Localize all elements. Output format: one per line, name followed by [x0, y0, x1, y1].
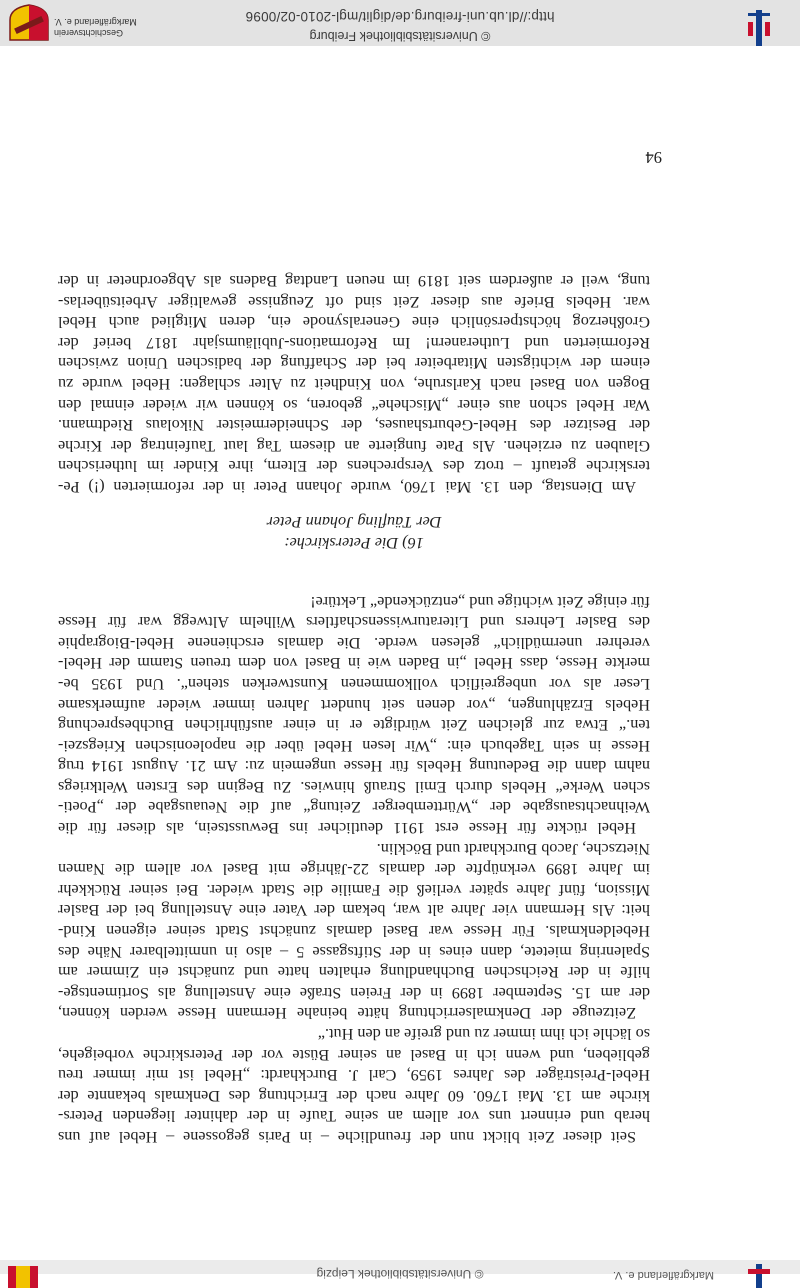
text-line: War Hebel schon aus einer „Mischehe“ geboren, so können wir wieder einmal den: [58, 395, 650, 414]
text-line: Zeitzeuge der Denkmalserrichtung hätte beinahe Hermann Hesse werden können,: [58, 1004, 636, 1023]
text-line: schen Werke“ Hebels durch Emil Strauß hinwies. Zu Beginn des Ersten Weltkriegs: [58, 777, 650, 796]
text-line: Leser als vor unbegreiflich vollkommenen Kunstwerken stehen“. Und 1935 be-: [58, 674, 650, 693]
footer-copyright: © Universitätsbibliothek Freiburg: [309, 29, 491, 43]
text-line: heit: Als Hermann vier Jahre alt war, bekam der Vater eine Anstellung bei der Basler: [58, 901, 650, 920]
text-line: geblieben, und wenn ich in Basel an seiner Büste vor der Peterskirche vorbeigehe,: [58, 1045, 650, 1064]
page-number: 94: [645, 148, 662, 167]
text-line: merkte Hesse, dass Hebel „in Baden wie in Basel von dem treuen Stamm der Hebel-: [58, 654, 650, 673]
previous-page-left-text: Markgräflerland e. V.: [612, 1269, 714, 1281]
paragraph-1: [58, 1023, 650, 1147]
geschichtsverein-coat-of-arms-icon: [8, 4, 50, 42]
text-line: Am Dienstag, den 13. Mai 1760, wurde Johann Peter in der reformierten (!) Pe-: [58, 477, 636, 496]
text-line: für einige Zeit wichtige und „entzückende“ Lektüre!: [310, 592, 650, 611]
previous-page-mid-text: © Universitätsbibliothek Leipzig: [316, 1267, 484, 1281]
society-name-line-2: Markgräflerland e. V.: [54, 17, 137, 27]
text-line: Hebels Erzählungen, „vor denen seit hundert Jahren immer wieder aufmerksame: [58, 695, 650, 714]
text-line: verehrer unermüdlich“ gelesen werde. Die damals erschienene Hebel-Biographie: [58, 633, 650, 652]
text-line: nahm dann die Bedeutung Hebels für Hesse ungemein zu: Am 21. August 1914 trug: [58, 757, 650, 776]
paragraph-3: [58, 591, 650, 838]
text-line: Hebel rückte für Hesse erst 1911 deutlicher ins Bewusstsein, als dieser für die: [58, 819, 636, 838]
text-line: Nietzsche, Jacob Burckhardt und Böcklin.: [376, 839, 650, 858]
text-line: Reformierten und Lutheranern! Im Reformations-Jubiläumsjahr 1817 berief der: [58, 333, 650, 352]
text-line: terskirche getauft – trotz des Versprechens der Eltern, ihre Kinder im lutherischen: [58, 457, 650, 476]
paragraph-4: [58, 270, 650, 497]
section-spacer: [58, 565, 650, 591]
text-line: Großherzog höchstpersönlich eine Generalsynode ein, deren Mitglied auch Hebel: [58, 313, 650, 332]
text-line: war. Hebels Briefe aus dieser Zeit sind oft Zeugnisse gewaltiger Arbeitsüberlas-: [58, 292, 650, 311]
body-text: [58, 270, 650, 1147]
section-heading-title: 16) Die Peterskirche:: [284, 533, 424, 552]
section-heading-subtitle: Der Täufling Johann Peter: [266, 512, 442, 531]
text-line: Bogen von Basel nach Karlsruhe, von Kindheit zu Alter schlagen: Hebel wurde zu: [58, 375, 650, 393]
society-name: [54, 16, 137, 38]
text-line: ten.“ Etwa zur gleichen Zeit würdigte er in einer ausführlichen Buchbesprechung: [58, 716, 650, 735]
previous-page-footer-strip: [0, 1260, 800, 1281]
text-line: des Basler Lehrers und Literaturwissenschaftlers Wilhelm Altwegg war für Hesse: [58, 613, 650, 632]
text-line: der Besitzer des Hebel-Geburtshauses, der Schneidermeister Nikolaus Riedtmann.: [58, 416, 650, 435]
text-line: Weihnachtsausgabe der „Württemberger Zeitung“ auf die Neuausgabe der „Poeti-: [58, 798, 650, 817]
paragraph-2: [58, 838, 650, 1023]
text-line: so lächle ich ihm immer zu und greife an den Hut.“: [317, 1025, 650, 1044]
coat-of-arms-partial-icon: [8, 1266, 38, 1288]
text-line: der am 15. September 1899 in der Freien Straße eine Anstellung als Sortimentsge-: [58, 983, 650, 1002]
footer-permalink[interactable]: http://dl.ub.uni-freiburg.de/diglit/mgl-2010-02/0096: [245, 9, 555, 24]
text-line: tung, weil er außerdem seit 1819 im neuen Landtag Badens als Abgeordneter in der: [58, 272, 650, 291]
text-line: Hebel-Preisträger des Jahres 1959, Carl J. Burckhardt: „Hebel ist mir immer treu: [58, 1066, 650, 1085]
text-line: Seit dieser Zeit blickt nun der freundliche – in Paris gegossene – Hebel auf uns: [58, 1128, 636, 1146]
society-name-line-1: Geschichtsverein: [54, 28, 124, 38]
text-line: Glauben zu erziehen. Als Pate fungierte an diesem Tag laut Taufeintrag der Kirche: [58, 436, 650, 455]
text-line: Hebeldenkmals. Für Hesse war Basel damals zunächst Stadt seiner eigenen Kind-: [58, 922, 650, 941]
text-line: hilfe in der Reichschen Buchhandlung erhalten hatte und zunächst ein Zimmer am: [58, 963, 650, 982]
text-line: kirche am 13. Mai 1760. 60 Jahre nach der Errichtung des Denkmals bekannte der: [58, 1086, 650, 1105]
text-line: Mission, fünf Jahre später verließ die Familie die Stadt wieder. Bei seiner Rückkehr: [58, 880, 650, 899]
text-line: Hesse in sein Tagebuch ein: „Wir lesen Hebel über die napoleonischen Kriegszei-: [58, 736, 650, 755]
text-line: herab und erinnert uns vor allem an seine Taufe in der dahinter liegenden Peters-: [58, 1107, 650, 1126]
footer-bar: [0, 0, 800, 46]
text-line: einem der wichtigsten Mitarbeiter bei der Schaffung der badischen Union zwischen: [58, 354, 650, 373]
section-heading: [58, 511, 650, 553]
text-line: Spalenring mietete, dann eines in der Stiftsgasse 5 – also in unmittelbarer Nähe des: [58, 942, 650, 961]
text-line: im Jahre 1899 verknüpfte der damals 22-Jährige mit Basel vor allem die Namen: [58, 860, 650, 879]
